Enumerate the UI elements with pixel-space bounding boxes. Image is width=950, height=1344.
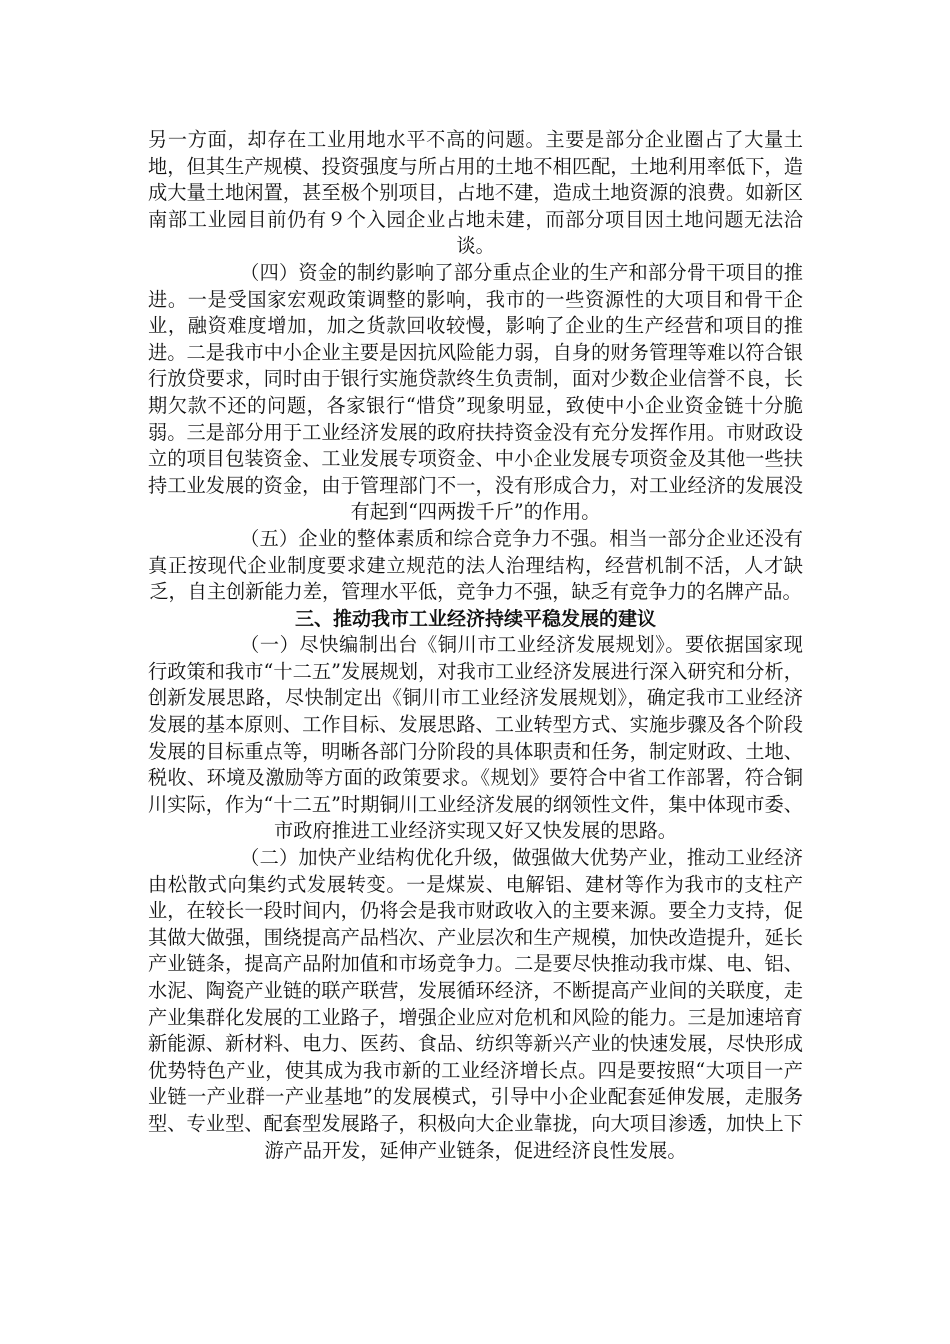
paragraph-enterprise-quality: （五）企业的整体素质和综合竞争力不强。相当一部分企业还没有真正按现代企业制度要求建立规范的法人治理结构，经营机制不活，人才缺乏，自主创新能力差，管理水平低，竞争力不强，缺乏有竞争力的名牌产品。 — [148, 526, 803, 604]
paragraph-industrial-upgrade: （二）加快产业结构优化升级，做强做大优势产业，推动工业经济由松散式向集约式发展转变。一是煤炭、电解铝、建材等作为我市的支柱产业，在较长一段时间内，仍将会是我市财政收入的主要来源。要全力支持，促其做大做强，围绕提高产品档次、产业层次和生产规模，加快改造提升，延长产业链条，提高产品附加值和市场竞争力。二是要尽快推动我市煤、电、铝、水泥、陶瓷产业链的联产联营，发展循环经济，不断提高产业间的关联度，走产业集群化发展的工业路子，增强企业应对危机和风险的能力。三是加速培育新能源、新材料、电力、医药、食品、纺织等新兴产业的快速发展，尽快形成优势特色产业，使其成为我市新的工业经济增长点。四是要按照“大项目一产业链一产业群一产业基地”的发展模式，引导中小企业配套延伸发展，走服务型、专业型、配套型发展路子，积极向大企业靠拢，向大项目渗透，加快上下游产品开发，延伸产业链条，促进经济良性发展。 — [148, 846, 803, 1162]
paragraph-funding-constraints: （四）资金的制约影响了部分重点企业的生产和部分骨干项目的推进。一是受国家宏观政策调整的影响，我市的一些资源性的大项目和骨干企业，融资难度增加，加之货款回收较慢，影响了企业的生产经营和项目的推进。二是我市中小企业主要是因抗风险能力弱，自身的财务管理等难以符合银行放贷要求，同时由于银行实施贷款终生负责制，面对少数企业信誉不良，长期欠款不还的问题，各家银行“惜贷”现象明显，致使中小企业资金链十分脆弱。三是部分用于工业经济发展的政府扶持资金没有充分发挥作用。市财政设立的项目包装资金、工业发展专项资金、中小企业发展专项资金及其他一些扶持工业发展的资金，由于管理部门不一，没有形成合力，对工业经济的发展没有起到“四两拨千斤”的作用。 — [148, 260, 803, 524]
paragraph-land-use: 另一方面，却存在工业用地水平不高的问题。主要是部分企业圈占了大量土地，但其生产规模、投资强度与所占用的土地不相匹配，土地利用率低下，造成大量土地闲置，甚至极个别项目，占地不建，造成土地资源的浪费。如新区南部工业园目前仍有９个入园企业占地未建，而部分项目因土地问题无法洽谈。 — [148, 128, 803, 258]
paragraph-development-plan: （一）尽快编制出台《铜川市工业经济发展规划》。要依据国家现行政策和我市“十二五”发展规划，对我市工业经济发展进行深入研究和分析，创新发展思路，尽快制定出《铜川市工业经济发展规划》，确定我市工业经济发展的基本原则、工作目标、发展思路、工业转型方式、实施步骤及各个阶段发展的目标重点等，明晰各部门分阶段的具体职责和任务，制定财政、土地、税收、环境及激励等方面的政策要求。《规划》要符合中省工作部署，符合铜川实际，作为“十二五”时期铜川工业经济发展的纲领性文件，集中体现市委、市政府推进工业经济实现又好又快发展的思路。 — [148, 633, 803, 843]
document-page — [148, 127, 803, 1164]
section-heading-recommendations: 三、推动我市工业经济持续平稳发展的建议 — [294, 607, 656, 630]
